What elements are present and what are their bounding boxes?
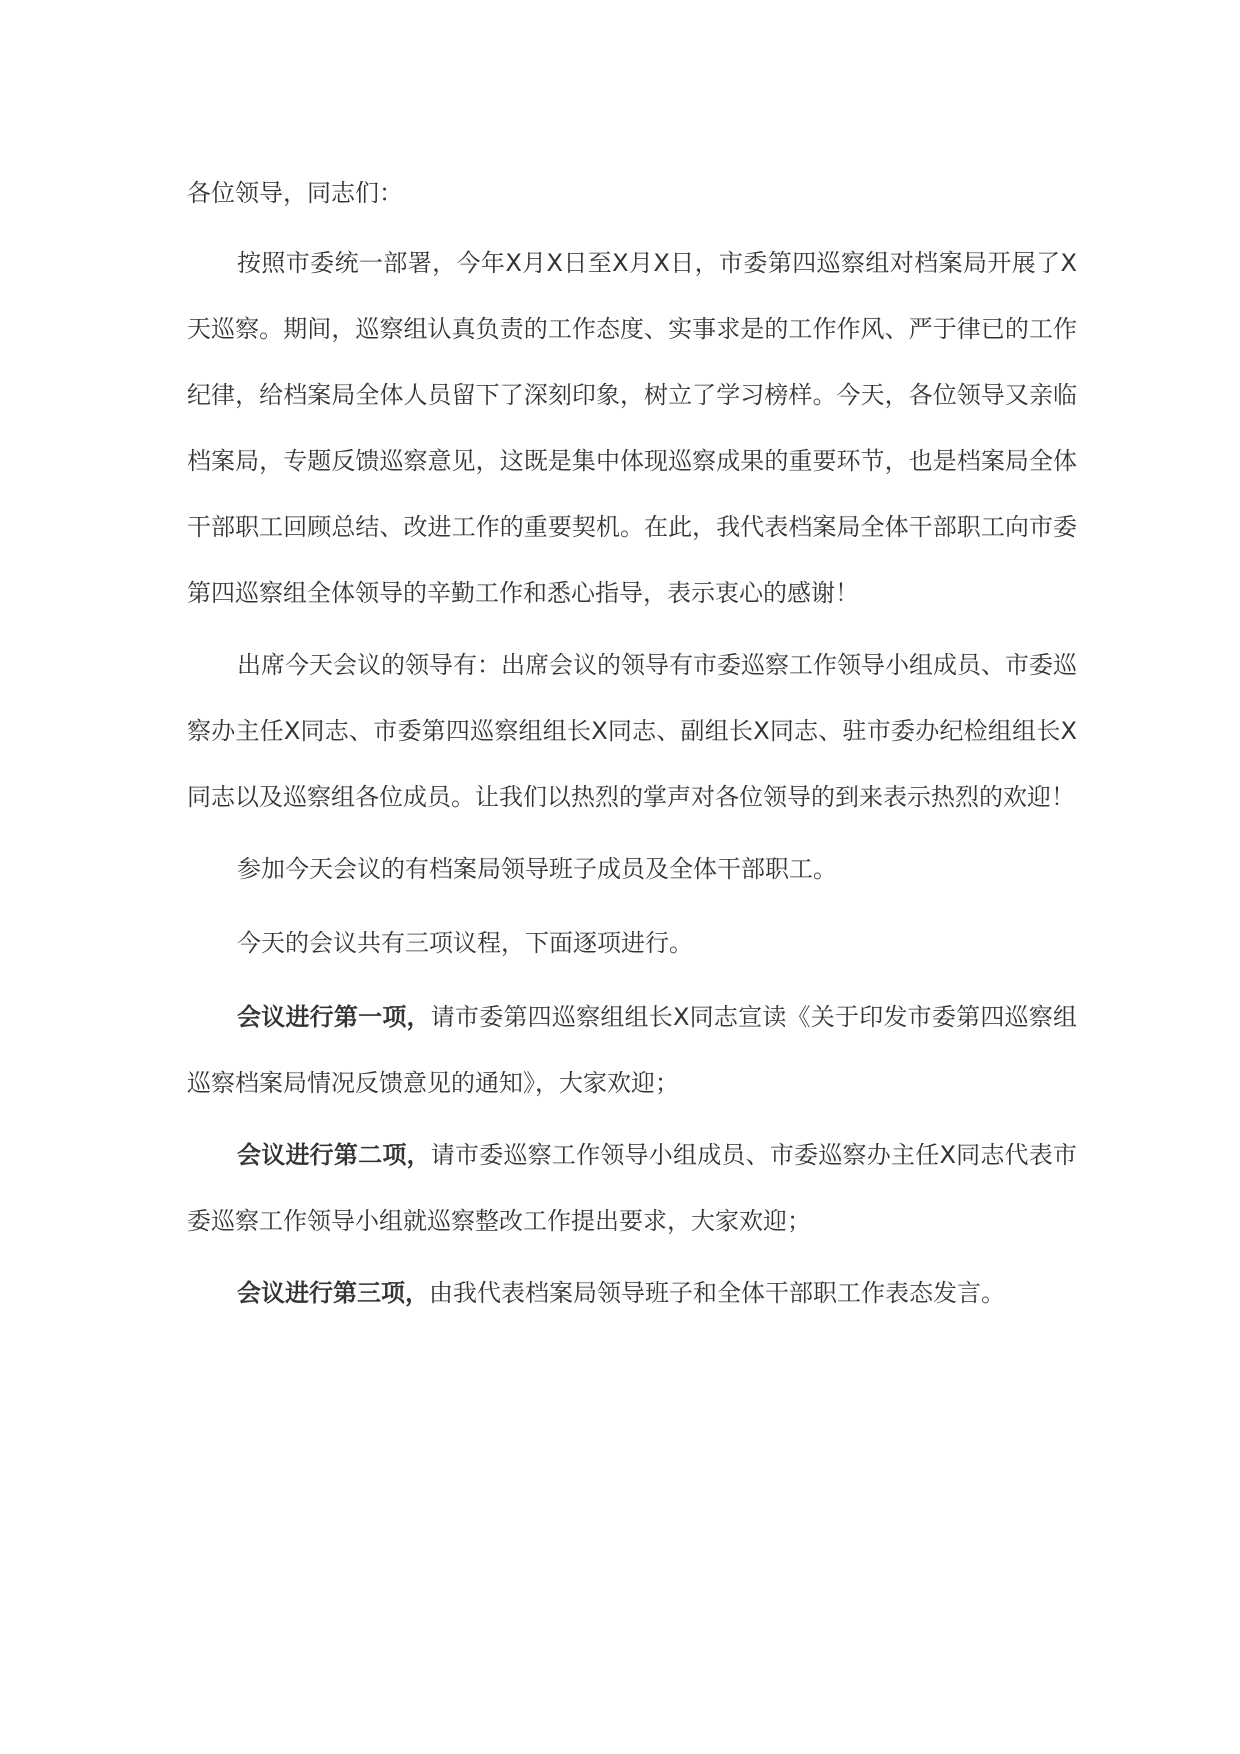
paragraph-opening: 按照市委统一部署，今年X月X日至X月X日，市委第四巡察组对档案局开展了X天巡察。期间，巡察组认真负责的工作态度、实事求是的工作作风、严于律已的工作纪律，给档案局全体人员留下了深刻印象，树立了学习榜样。今天，各位领导又亲临档案局，专题反馈巡察意见，这既是集中体现巡察成果的重要环节，也是档案局全体干部职工回顾总结、改进工作的重要契机。在此，我代表档案局全体干部职工向市委第四巡察组全体领导的辛勤工作和悉心指导，表示衷心的感谢！ bbox=[187, 249, 1077, 607]
agenda-item-1 bbox=[187, 984, 1077, 1116]
agenda-item-1-text: 请市委第四巡察组组长X同志宣读《关于印发市委第四巡察组巡察档案局情况反馈意见的通知》，大家欢迎； bbox=[187, 1003, 1077, 1097]
agenda-item-2-lead: 会议进行第二项， bbox=[237, 1141, 431, 1169]
agenda-item-1-lead: 会议进行第一项， bbox=[237, 1003, 431, 1031]
paragraph-agenda-intro: 今天的会议共有三项议程，下面逐项进行。 bbox=[237, 929, 693, 957]
document-page bbox=[187, 160, 1077, 1332]
agenda-item-2 bbox=[187, 1122, 1077, 1254]
agenda-item-2-text: 请市委巡察工作领导小组成员、市委巡察办主任X同志代表市委巡察工作领导小组就巡察整改工作提出要求，大家欢迎； bbox=[187, 1141, 1077, 1235]
paragraph-attending-leaders: 出席今天会议的领导有：出席会议的领导有市委巡察工作领导小组成员、市委巡察办主任X同志、市委第四巡察组组长X同志、副组长X同志、驻市委办纪检组组长X同志以及巡察组各位成员。让我们以热烈的掌声对各位领导的到来表示热烈的欢迎！ bbox=[187, 651, 1077, 811]
salutation: 各位领导，同志们： bbox=[187, 179, 403, 207]
agenda-item-3-text: 由我代表档案局领导班子和全体干部职工作表态发言。 bbox=[429, 1279, 1005, 1307]
agenda-item-3 bbox=[187, 1260, 1077, 1326]
agenda-item-3-lead: 会议进行第三项， bbox=[237, 1279, 429, 1307]
paragraph-participants: 参加今天会议的有档案局领导班子成员及全体干部职工。 bbox=[237, 855, 837, 883]
